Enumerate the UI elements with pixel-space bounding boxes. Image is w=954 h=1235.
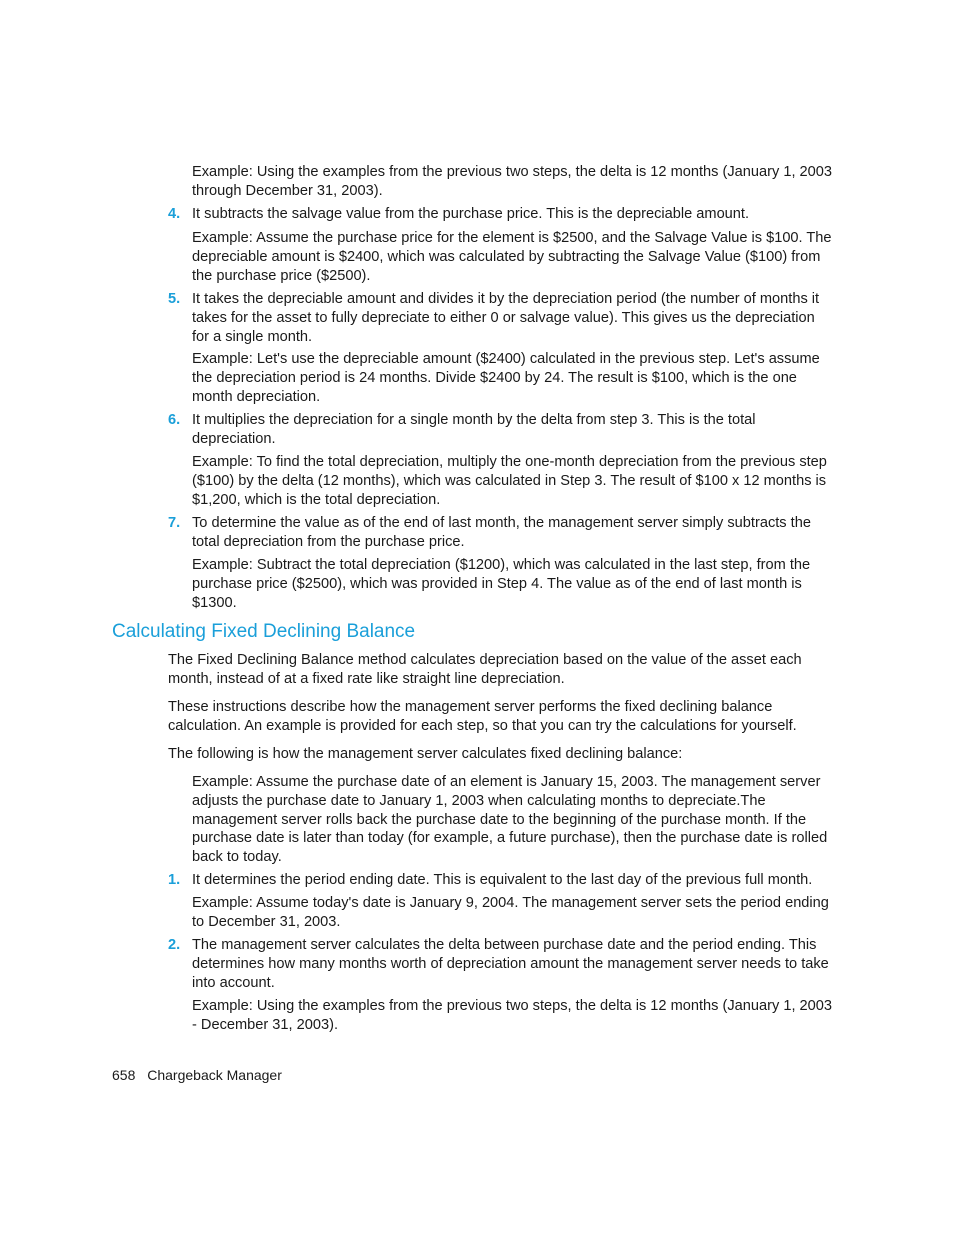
step-text: It subtracts the salvage value from the purchase price. This is the depreciable amount. [192, 206, 750, 222]
step-number: 2. [168, 937, 181, 953]
example-delta-declining [192, 997, 834, 1035]
page-footer [112, 1066, 282, 1084]
step-text: It takes the depreciable amount and divides it by the depreciation period (the number of months it takes for the asset to fully depreciate to either 0 or salvage value). This gives us the depreciation for a single month. [192, 291, 820, 345]
step-number: 7. [168, 515, 181, 531]
example-depreciable-amount [192, 229, 834, 285]
example-total-depreciation [192, 453, 834, 509]
step-5 [168, 290, 834, 346]
example-text: Example: Assume the purchase date of an element is January 15, 2003. The management server adjusts the purchase date to January 1, 2003 when calculating months to depreciate.The management server rolls back the purchase date to the beginning of the purchase month. If the purchase date is later than today (for example, a future purchase), then the purchase date is rolled back to today. [192, 774, 828, 866]
example-text: Example: Subtract the total depreciation ($1200), which was calculated in the last step, from the purchase price ($2500), which was provided in Step 4. The value as of the end of last month is $1300. [192, 557, 811, 611]
example-text: Example: To find the total depreciation, multiply the one-month depreciation from the previous step ($100) by the delta (12 months), which was calculated in Step 3. The result of $100 x 12 months is $1,200, which is the total depreciation. [192, 454, 827, 508]
step-4 [168, 205, 834, 224]
step-number: 6. [168, 412, 181, 428]
paragraph-text: These instructions describe how the management server performs the fixed declining balance calculation. An example is provided for each step, so that you can try the calculations for yourself. [168, 699, 797, 734]
example-purchase-date [192, 773, 834, 867]
step-2 [168, 936, 834, 992]
example-text: Example: Assume the purchase price for the element is $2500, and the Salvage Value is $100. The depreciable amount is $2400, which was calculated by subtracting the Salvage Value ($100) from the purchase price ($2500). [192, 230, 832, 284]
instructions-paragraph [168, 698, 834, 736]
step-text: To determine the value as of the end of last month, the management server simply subtracts the total depreciation from the purchase price. [192, 515, 811, 550]
step-number: 4. [168, 206, 181, 222]
section-heading: Calculating Fixed Declining Balance [112, 621, 416, 642]
step-number: 5. [168, 291, 181, 307]
footer-title: Chargeback Manager [147, 1067, 282, 1083]
example-delta-straight-line [192, 163, 834, 201]
page-number: 658 [112, 1067, 136, 1083]
step-text: The management server calculates the delta between purchase date and the period ending. This determines how many months worth of depreciation amount the management server needs to take into account. [192, 937, 829, 991]
example-text: Example: Using the examples from the previous two steps, the delta is 12 months (January 1, 2003 - December 31, 2003). [192, 998, 833, 1033]
step-text: It determines the period ending date. This is equivalent to the last day of the previous full month. [192, 872, 813, 888]
paragraph-text: The following is how the management server calculates fixed declining balance: [168, 746, 683, 762]
example-text: Example: Using the examples from the previous two steps, the delta is 12 months (January 1, 2003 through December 31, 2003). [192, 164, 833, 199]
step-6 [168, 411, 834, 449]
example-text: Example: Assume today's date is January 9, 2004. The management server sets the period ending to December 31, 2003. [192, 895, 829, 930]
example-text: Example: Let's use the depreciable amount ($2400) calculated in the previous step. Let's assume the depreciation period is 24 months. Divide $2400 by 24. The result is $100, which is the one month depreciation. [192, 351, 820, 405]
example-end-value [192, 556, 834, 612]
example-monthly-depreciation [192, 350, 834, 406]
step-1 [168, 871, 834, 890]
following-paragraph [168, 745, 834, 764]
paragraph-text: The Fixed Declining Balance method calculates depreciation based on the value of the asset each month, instead of at a fixed rate like straight line depreciation. [168, 652, 802, 687]
intro-paragraph [168, 651, 834, 689]
example-period-ending [192, 894, 834, 932]
step-text: It multiplies the depreciation for a single month by the delta from step 3. This is the total depreciation. [192, 412, 756, 447]
step-7 [168, 514, 834, 552]
step-number: 1. [168, 872, 181, 888]
